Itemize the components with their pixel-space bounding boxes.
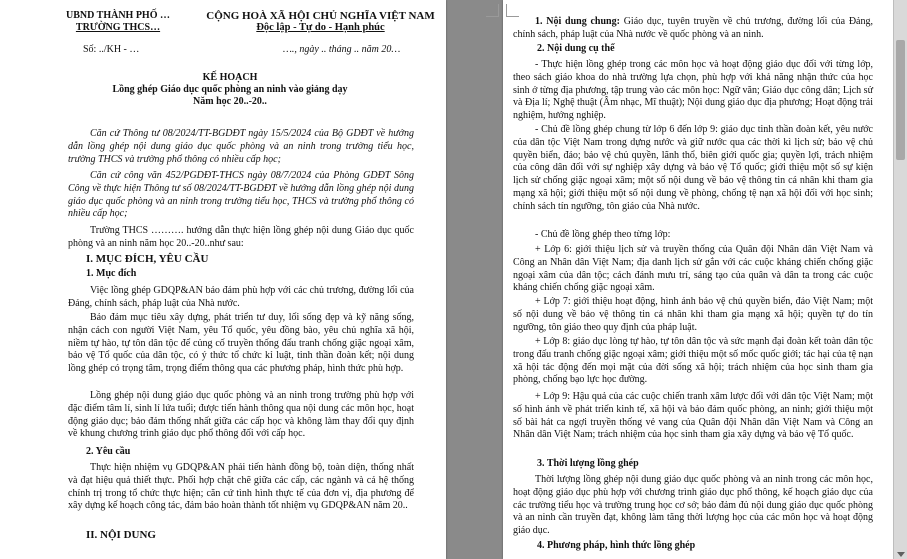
duration-paragraph: Thời lượng lồng ghép nội dung giáo dục quốc phòng và an ninh trong các môn học, hoạt động giáo dục phù hợp với chương trình giáo dục phổ thông, kế hoạch giáo dục của các trường tiểu học và trường trung học cơ sở; bảo đảm đủ nội dung giáo dục quốc phòng và an ninh cần truyền đạt, không làm tăng thời lượng học của các môn học và hoạt động giáo dục. [513, 474, 873, 537]
general-content-paragraph [513, 16, 873, 42]
document-page-right [503, 0, 902, 559]
legal-basis-1: Căn cứ Thông tư 08/2024/TT-BGDĐT ngày 15/5/2024 của Bộ GDĐT về hướng dẫn lồng ghép nội dung giáo dục quốc phòng và an ninh trong trường tiểu học, trường THCS và trường phổ thông có nhiều cấp học; [68, 128, 414, 165]
subheading-specific-content: 2. Nội dung cụ thể [537, 43, 615, 54]
specific-content-item-2: - Chủ đề lồng ghép chung từ lớp 6 đến lớp 9: giáo dục tinh thần đoàn kết, yêu nước của dân tộc Việt Nam trong dựng nước và giữ nước qua các thời kì lịch sử; bảo vệ chủ quyền biển, đảo; bảo vệ chủ quyền, lãnh thổ, biên giới quốc gia; quyền lợi, trách nhiệm của công dân đối với sự nghiệp xây dựng và bảo vệ Tổ quốc; giới thiệu một số sự kiện lịch sử chống giặc ngoại xâm; một số nội dung về bảo vệ thông tin cá nhân khi tham gia mạng xã hội; giới thiệu một số nội dung về phòng, chống tệ nạn xã hội đối với học sinh; chính sách tín ngưỡng, tôn giáo của Nhà nước. [513, 124, 873, 212]
organization-name: UBND THÀNH PHỐ … [66, 10, 170, 21]
document-page-left [0, 0, 446, 559]
scroll-down-arrow-icon[interactable] [897, 552, 905, 557]
scrollbar-thumb[interactable] [896, 40, 905, 160]
school-name-text: TRƯỜNG THCS… [75, 22, 161, 33]
national-slogan [198, 22, 443, 34]
grade-7-topics: + Lớp 7: giới thiệu hoạt động, hình ảnh bảo vệ chủ quyền biển, đảo Việt Nam; một số nội dung về bảo vệ thông tin cá nhân khi tham gia mạng xã hội; quyền tự do tín ngưỡng, tôn giáo theo quy định của pháp luật. [513, 296, 873, 333]
grade-6-topics: + Lớp 6: giới thiệu lịch sử và truyền thống của Quân đội Nhân dân Việt Nam và Công an Nhân dân Việt Nam; địa danh lịch sử gắn với các cuộc kháng chiến chống giặc ngoại xâm của dân tộc; cách đánh mưu trí, sáng tạo của quân và dân ta trong các cuộc kháng chiến chống giặc ngoại xâm. [513, 244, 873, 294]
crop-mark-right-page [506, 4, 519, 17]
general-content-text: Giáo dục, tuyên truyền về chủ trương, đường lối của Đảng, chính sách, pháp luật của Nhà nước về quốc phòng và an ninh. [513, 16, 873, 40]
document-title: KẾ HOẠCH [202, 72, 258, 83]
purpose-paragraph-2: Bảo đảm mục tiêu xây dựng, phát triển tư duy, lối sống đẹp và kỹ năng sống, nhận cách con người Việt Nam, yêu Tổ quốc, yêu đồng bào, yêu chủ nghĩa xã hội, niềm tự hào, tự tôn dân tộc để củng cố truyền thống đấu tranh chống giặc ngoại xâm, bảo vệ Tổ quốc của dân tộc, có ý thức tổ chức kỉ luật, tinh thần đoàn kết; nội dung lồng ghép có trọng tâm, trọng điểm thông qua các phương pháp, hình thức phù hợp. [68, 312, 414, 375]
purpose-paragraph-3: Lồng ghép nội dung giáo dục quốc phòng và an ninh trong trường phù hợp với đặc điểm tâm lí, sinh lí lứa tuổi; được tiến hành thông qua nội dung các môn học, hoạt động giáo dục; bảo đảm thống nhất giữa các cấp học và không làm thay đổi quy định về khung chương trình giáo dục phổ thông đối với cấp học. [68, 390, 414, 440]
section-heading-content: II. NỘI DUNG [86, 529, 156, 541]
school-year: Năm học 20..-20.. [193, 96, 267, 107]
specific-content-item-3: - Chủ đề lồng ghép theo từng lớp: [535, 229, 671, 240]
subheading-method: 4. Phương pháp, hình thức lồng ghép [537, 540, 696, 551]
document-subtitle: Lồng ghép Giáo dục quốc phòng an ninh vào giảng dạy [112, 84, 348, 95]
general-content-label: 1. Nội dung chung: [535, 16, 620, 27]
national-slogan-text: Độc lập - Tự do - Hạnh phúc [256, 22, 385, 33]
school-name [58, 22, 178, 34]
purpose-paragraph-1: Việc lồng ghép GDQP&AN bảo đảm phù hợp với các chủ trương, đường lối của Đảng, chính sách, pháp luật của Nhà nước. [68, 285, 414, 309]
national-motto: CỘNG HOÀ XÃ HỘI CHỦ NGHĨA VIỆT NAM [206, 10, 435, 22]
document-number: Số: ../KH - … [83, 44, 140, 55]
vertical-scrollbar[interactable] [893, 0, 907, 559]
crop-mark-left-page [486, 4, 499, 17]
document-date: …., ngày .. tháng .. năm 20… [283, 44, 401, 55]
subheading-purpose: 1. Mục đích [86, 268, 137, 279]
grade-9-topics: + Lớp 9: Hậu quả của các cuộc chiến tranh xâm lược đối với dân tộc Việt Nam; một số hình ảnh về phát triển kinh tế, xã hội và bảo đảm quốc phòng, an ninh; giới thiệu một số bài hát ca ngợi truyền thống vẻ vang của Quân đội Nhân dân Việt Nam và Công an Nhân dân Việt Nam; trách nhiệm của học sinh tham gia xây dựng và bảo vệ Tổ quốc. [513, 391, 873, 441]
section-heading-purpose: I. MỤC ĐÍCH, YÊU CẦU [86, 253, 209, 265]
grade-8-topics: + Lớp 8: giáo dục lòng tự hào, tự tôn dân tộc và sức mạnh đại đoàn kết toàn dân tộc trong đấu tranh chống giặc ngoại xâm; giới thiệu một số mốc quốc giới; tác hại của tệ nạn xã hội tác động đến mọi mặt của đời sống xã hội; trách nhiệm của học sinh tham gia phòng, chống bạo lực học đường. [513, 336, 873, 386]
requirements-paragraph: Thực hiện nhiệm vụ GDQP&AN phải tiến hành đồng bộ, toàn diện, thống nhất và đạt hiệu quả thiết thực. Phối hợp chặt chẽ giữa các cấp, các ngành và cả hệ thống chính trị trong tổ chức thực hiện; căn cứ tình hình thực tế của đơn vị, địa phương để xây dựng kế hoạch công tác, đảm bảo hoàn thành tốt nhiệm vụ GDQP&AN năm 20.. [68, 462, 414, 512]
subheading-requirements: 2. Yêu cầu [86, 446, 131, 457]
legal-basis-2: Căn cứ công văn 452/PGDĐT-THCS ngày 08/7/2024 của Phòng GDĐT Sông Công về thực hiện Thông tư số 08/2024/TT-BGDĐT về hướng dẫn lồng ghép nội dung giáo dục quốc phòng và an ninh trong trường tiểu học, THCS và trường phổ thông có nhiều cấp học; [68, 170, 414, 220]
intro-paragraph: Trường THCS ………. hướng dẫn thực hiện lồng ghép nội dung Giáo dục quốc phòng và an ninh năm học 20..-20..như sau: [68, 225, 414, 249]
subheading-duration: 3. Thời lượng lồng ghép [537, 458, 639, 469]
specific-content-item-1: - Thực hiện lồng ghép trong các môn học và hoạt động giáo dục đối với từng lớp, theo sách giáo khoa do nhà trường lựa chọn, phù hợp với khả năng nhận thức của học sinh ở từng địa phương, tập trung vào các môn học: Ngữ văn; Giáo dục công dân; Lịch sử và Địa lí; Nghệ thuật (Âm nhạc, Mĩ thuật); Nội dung giáo dục địa phương; Hoạt động trải nghiệm, hướng nghiệp. [513, 59, 873, 122]
